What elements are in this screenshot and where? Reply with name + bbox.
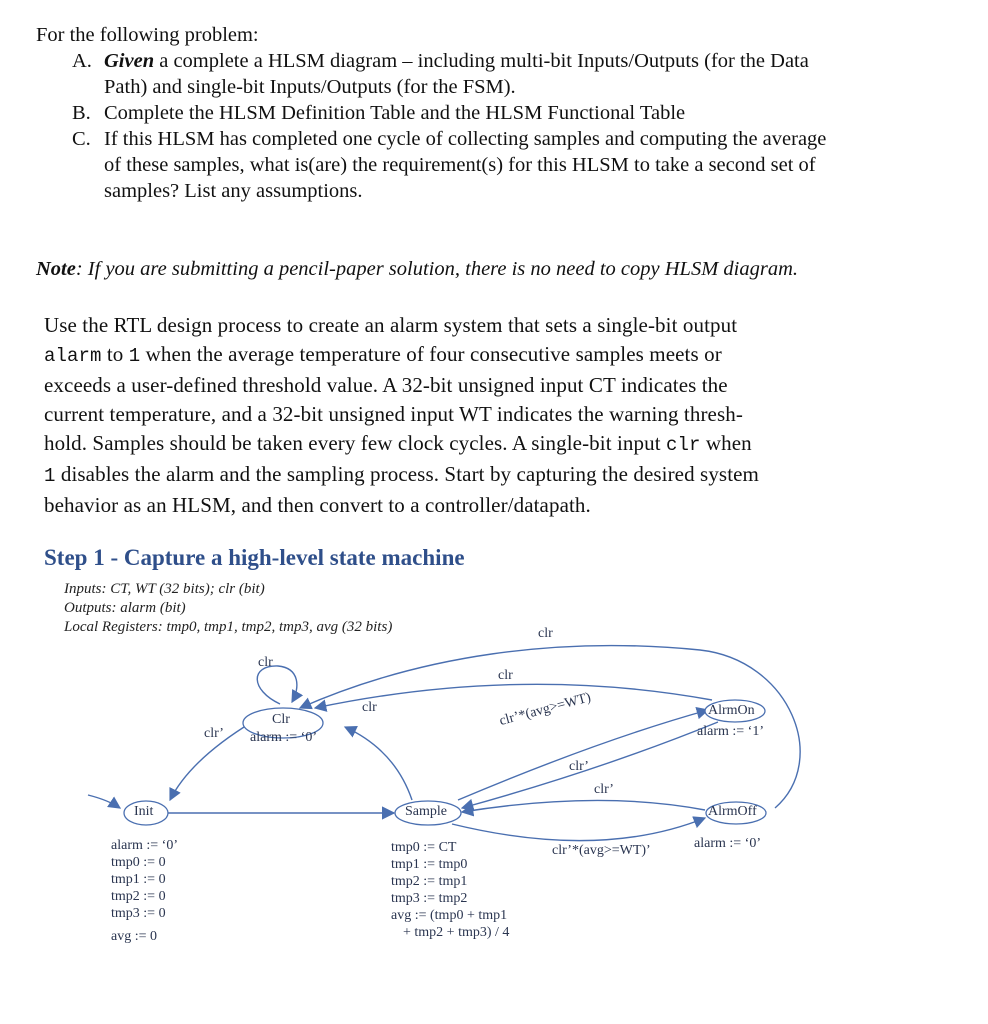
state-sample-label: Sample — [405, 804, 447, 819]
item-a-rest1: a complete a HLSM diagram – including multi-bit Inputs/Outputs (for the Data — [154, 50, 809, 72]
note-text: : If you are submitting a pencil-paper solution, there is no need to copy HLSM diagram. — [75, 258, 799, 280]
code-one: 1 — [128, 345, 141, 367]
edge-initial — [88, 795, 120, 808]
label-clr-not-init: clr’ — [204, 726, 224, 741]
problem-line-3: exceeds a user-defined threshold value. A 32-bit unsigned input CT indicates the — [44, 373, 728, 397]
label-to-alrmon: clr’*(avg>=WT) — [497, 690, 593, 730]
label-clr-self: clr — [258, 655, 273, 670]
state-init-label: Init — [134, 804, 154, 819]
init-action: avg := 0 — [111, 929, 157, 944]
init-action: tmp1 := 0 — [111, 872, 166, 887]
init-actions — [111, 837, 178, 945]
step-inputs: Inputs: CT, WT (32 bits); clr (bit) — [64, 581, 265, 597]
code-alarm: alarm — [44, 345, 102, 367]
state-alrmoff-action: alarm := ‘0’ — [694, 836, 761, 851]
sample-action: tmp0 := CT — [391, 840, 457, 855]
sample-actions — [391, 839, 509, 941]
label-off-to-sample: clr’ — [594, 782, 614, 797]
problem-line-4: current temperature, and a 32-bit unsigned input WT indicates the warning thresh- — [44, 402, 743, 426]
state-clr-label: Clr — [272, 712, 290, 727]
code-one-b: 1 — [44, 465, 56, 487]
label-clr-mid: clr — [498, 668, 513, 683]
label-clr-top: clr — [538, 626, 553, 641]
sample-action: tmp2 := tmp1 — [391, 874, 468, 889]
step-title: Step 1 - Capture a high-level state machine — [44, 545, 465, 570]
edge-sample-to-alrmoff — [452, 818, 705, 841]
item-b-text: Complete the HLSM Definition Table and the HLSM Functional Table — [104, 102, 686, 124]
step-outputs: Outputs: alarm (bit) — [64, 600, 186, 616]
state-alrmon-action: alarm := ‘1’ — [697, 724, 764, 739]
problem-line-1: Use the RTL design process to create an alarm system that sets a single-bit output — [44, 313, 738, 337]
edge-alrmon-to-sample — [462, 722, 718, 808]
step-registers: Local Registers: tmp0, tmp1, tmp2, tmp3, avg (32 bits) — [64, 619, 393, 635]
item-letter: A. — [72, 50, 92, 72]
sample-action: + tmp2 + tmp3) / 4 — [403, 925, 510, 940]
label-on-to-sample: clr’ — [569, 759, 589, 774]
item-a-rest2: Path) and single-bit Inputs/Outputs (for the FSM). — [104, 76, 516, 98]
problem-l2-mid: to — [101, 342, 129, 366]
state-clr-action: alarm := ‘0’ — [250, 730, 317, 745]
item-c-letter: C. — [72, 128, 91, 150]
init-action: tmp2 := 0 — [111, 889, 166, 904]
note-label: Note — [36, 258, 76, 280]
edge-alrmoff-to-sample — [462, 800, 705, 812]
label-to-alrmoff: clr’*(avg>=WT)’ — [552, 843, 651, 858]
init-action: alarm := ‘0’ — [111, 838, 178, 853]
problem-l5-a: hold. Samples should be taken every few clock cycles. A single-bit input — [44, 431, 667, 455]
problem-l5-b: when — [700, 431, 752, 455]
item-c-line1: If this HLSM has completed one cycle of collecting samples and computing the average — [104, 128, 827, 150]
problem-l2-rest: when the average temperature of four consecutive samples meets or — [140, 342, 722, 366]
edge-sample-to-clr — [345, 727, 412, 800]
code-clr: clr — [666, 434, 701, 456]
problem-l6-rest: disables the alarm and the sampling process. Start by capturing the desired system — [55, 462, 759, 486]
init-action: tmp3 := 0 — [111, 906, 166, 921]
item-c-line2: of these samples, what is(are) the requirement(s) for this HLSM to take a second set of — [104, 154, 816, 176]
sample-action: avg := (tmp0 + tmp1 — [391, 908, 508, 923]
problem-line-7: behavior as an HLSM, and then convert to a controller/datapath. — [44, 493, 591, 517]
item-c-line3: samples? List any assumptions. — [104, 180, 363, 202]
edge-sample-to-alrmon — [458, 710, 708, 800]
item-a-lead: Given — [104, 50, 155, 72]
label-clr-sample: clr — [362, 700, 377, 715]
edge-clr-self — [257, 666, 297, 704]
state-alrmon-label: AlrmOn — [708, 703, 755, 718]
init-action: tmp0 := 0 — [111, 855, 166, 870]
item-b-letter: B. — [72, 102, 91, 124]
state-alrmoff-label: AlrmOff — [708, 804, 757, 819]
intro-text: For the following problem: — [36, 24, 259, 46]
sample-action: tmp3 := tmp2 — [391, 891, 468, 906]
sample-action: tmp1 := tmp0 — [391, 857, 468, 872]
